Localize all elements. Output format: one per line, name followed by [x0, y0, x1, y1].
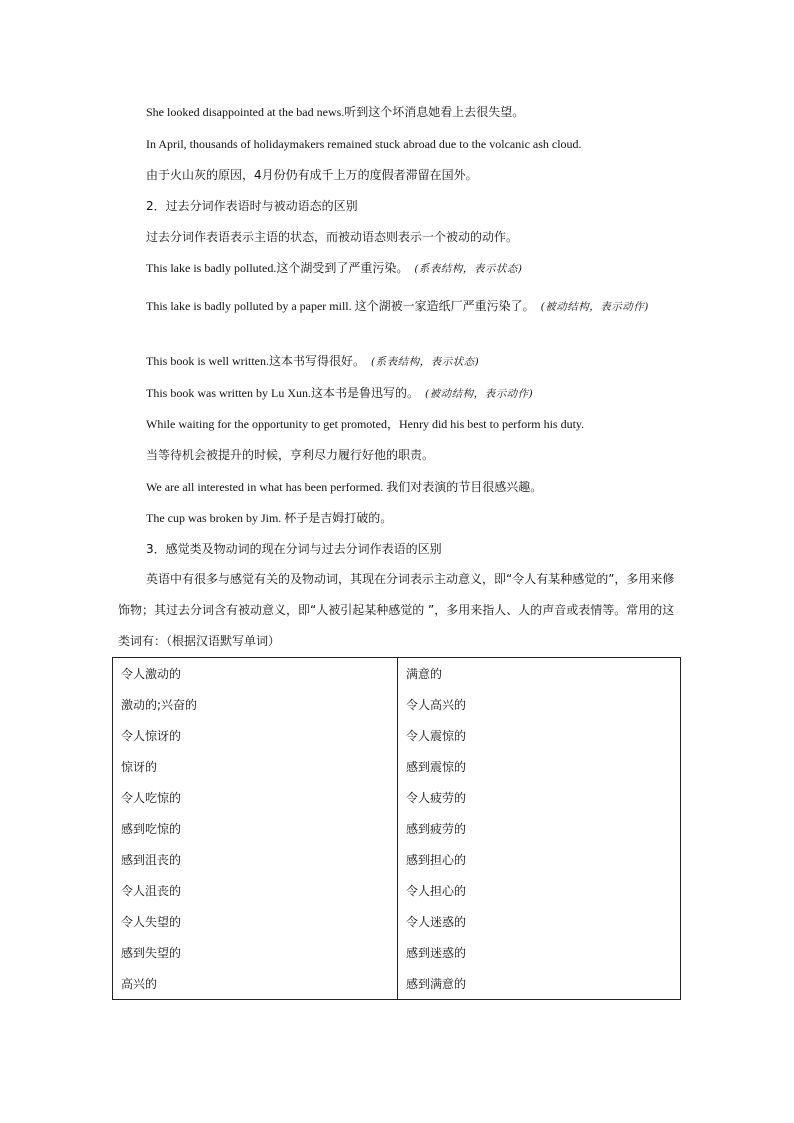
table-cell-right: 令人迷惑的: [398, 906, 681, 937]
heading-text: 2．过去分词作表语时与被动语态的区别: [146, 199, 358, 213]
example-sentence: [146, 478, 706, 496]
example-sentence: [146, 509, 706, 527]
table-cell-right: 感到震惊的: [398, 751, 681, 782]
table-row: [113, 968, 681, 1000]
grammar-note: (被动结构，表示动作): [540, 301, 649, 313]
sentence-text: She looked disappointed at the bad news.听到这个坏消息她看上去很失望。: [146, 105, 525, 119]
table-row: [113, 689, 681, 720]
table-row: [113, 658, 681, 690]
table-row: [113, 937, 681, 968]
grammar-note: (系表结构，表示状态): [414, 263, 523, 275]
table-cell-left: 令人失望的: [113, 906, 398, 937]
table-cell-left: 令人沮丧的: [113, 875, 398, 906]
table-cell-left: 激动的;兴奋的: [113, 689, 398, 720]
sentence-text: This lake is badly polluted.这个湖受到了严重污染。: [146, 261, 409, 275]
sentence-text: This book was written by Lu Xun.这本书是鲁迅写的。: [146, 386, 419, 400]
sentence-text: This book is well written.这本书写得很好。: [146, 354, 365, 368]
sentence-text: We are all interested in what has been performed. 我们对表演的节目很感兴趣。: [146, 480, 543, 494]
table-row: [113, 751, 681, 782]
table-cell-left: 令人吃惊的: [113, 782, 398, 813]
sentence-text: This lake is badly polluted by a paper mill. 这个湖被一家造纸厂严重污染了。: [146, 299, 535, 313]
table-cell-right: 令人疲劳的: [398, 782, 681, 813]
example-sentence: [146, 415, 706, 433]
translation-line: [146, 166, 706, 184]
table-cell-right: 令人担心的: [398, 875, 681, 906]
example-sentence: [146, 259, 706, 278]
table-cell-right: 感到迷惑的: [398, 937, 681, 968]
table-cell-right: 感到疲劳的: [398, 813, 681, 844]
grammar-note: (系表结构，表示状态): [371, 356, 480, 368]
explanation-line: [146, 228, 706, 246]
sentence-text: The cup was broken by Jim. 杯子是吉姆打破的。: [146, 511, 393, 525]
table-row: [113, 875, 681, 906]
example-sentence: [146, 103, 706, 121]
paragraph-text: 英语中有很多与感觉有关的及物动词，其现在分词表示主动意义，即“令人有某种感觉的”，多用来修饰物；其过去分词含有被动意义，即“人被引起某种感觉的 ”，多用来指人、人的声音或表情等。常用的这类词有：（根据汉语默写单词）: [118, 572, 675, 648]
table-cell-left: 高兴的: [113, 968, 398, 1000]
sentence-text: While waiting for the opportunity to get promoted，Henry did his best to perform his duty.: [146, 417, 585, 431]
table-cell-left: 令人激动的: [113, 658, 398, 690]
table-row: [113, 720, 681, 751]
table-row: [113, 813, 681, 844]
translation-line: [146, 446, 706, 464]
table-cell-right: 感到满意的: [398, 968, 681, 1000]
table-row: [113, 844, 681, 875]
table-cell-right: 满意的: [398, 658, 681, 690]
sentence-text: 过去分词作表语表示主语的状态，而被动语态则表示一个被动的动作。: [146, 230, 519, 244]
section-heading: [146, 540, 706, 558]
sentence-text: In April, thousands of holidaymakers remained stuck abroad due to the volcanic ash cloud.: [146, 137, 582, 151]
example-sentence: [146, 352, 706, 371]
sentence-text: 当等待机会被提升的时候，亨利尽力履行好他的职责。: [146, 448, 435, 462]
table-cell-left: 令人惊讶的: [113, 720, 398, 751]
table-cell-right: 感到担心的: [398, 844, 681, 875]
vocabulary-table: [112, 657, 681, 1000]
heading-text: 3．感觉类及物动词的现在分词与过去分词作表语的区别: [146, 542, 442, 556]
grammar-note: (被动结构，表示动作): [424, 388, 534, 400]
section-heading: [146, 197, 706, 215]
example-sentence: [118, 291, 680, 323]
example-sentence: [146, 135, 706, 153]
table-cell-left: 惊讶的: [113, 751, 398, 782]
sentence-text: 由于火山灰的原因，4月份仍有成千上万的度假者滞留在国外。: [146, 168, 478, 182]
table-row: [113, 906, 681, 937]
table-row: [113, 782, 681, 813]
table-cell-left: 感到沮丧的: [113, 844, 398, 875]
table-cell-left: 感到吃惊的: [113, 813, 398, 844]
example-sentence: [146, 384, 706, 403]
explanation-paragraph: [118, 564, 680, 657]
table-cell-right: 令人震惊的: [398, 720, 681, 751]
table-cell-left: 感到失望的: [113, 937, 398, 968]
table-cell-right: 令人高兴的: [398, 689, 681, 720]
